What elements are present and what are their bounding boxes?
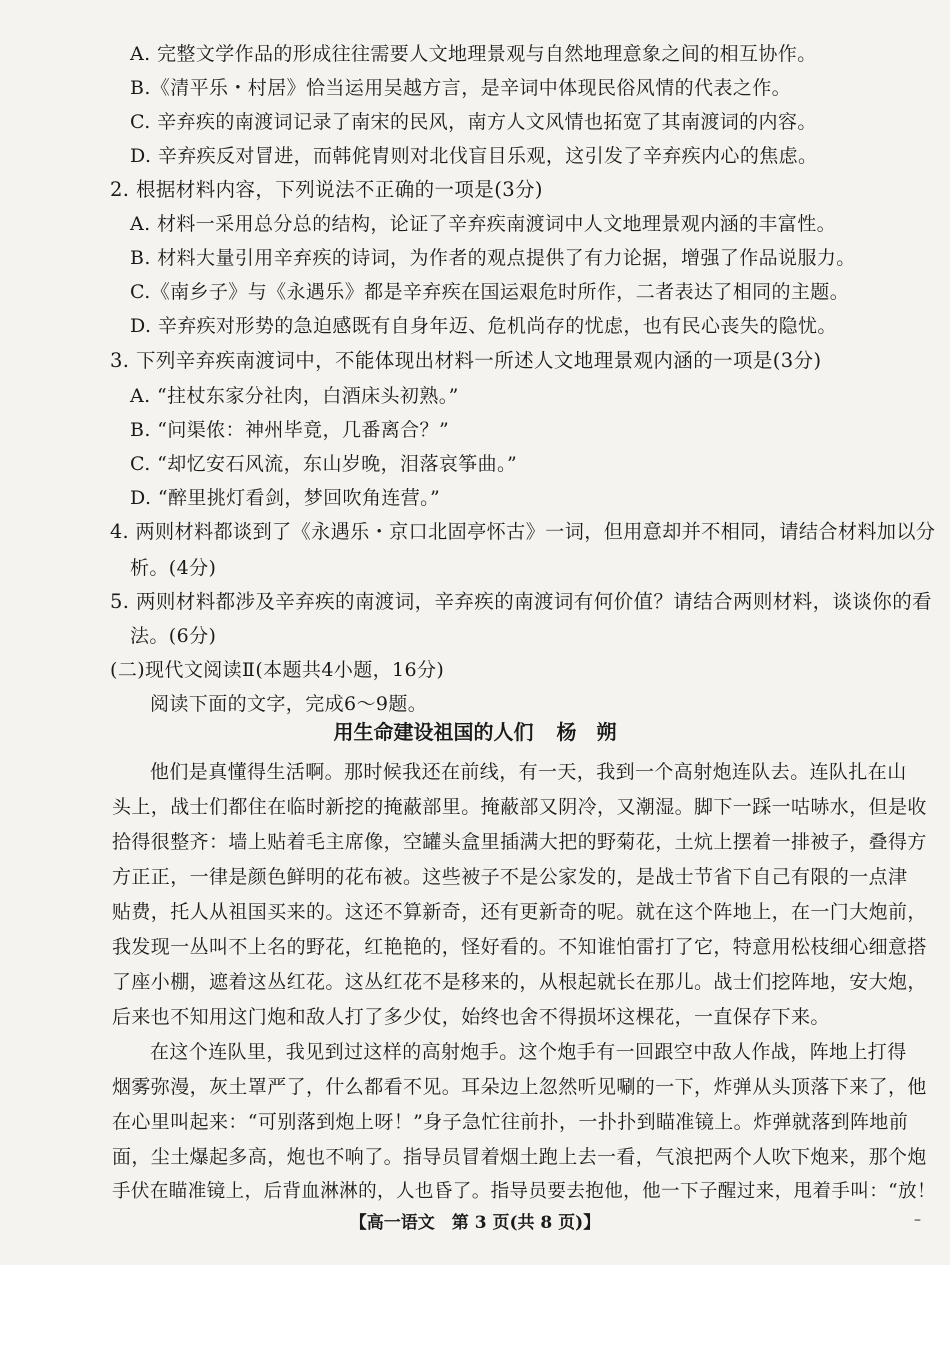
q3-option-c: C. “却忆安石风流，东山岁晚，泪落哀筝曲。” [130, 453, 518, 475]
q3-option-a: A. “拄杖东家分社肉，白酒床头初熟。” [130, 385, 459, 407]
article-p2-line: 在这个连队里，我见到过这样的高射炮手。这个炮手有一回跟空中敌人作战，阵地上打得 [150, 1041, 907, 1063]
article-title: 用生命建设祖国的人们 [333, 720, 534, 744]
q2-option-c: C.《南乡子》与《永遇乐》都是辛弃疾在国运艰危时所作，二者表达了相同的主题。 [130, 281, 850, 303]
article-author: 杨 朔 [556, 720, 617, 744]
article-p1-line: 贴费，托人从祖国买来的。这还不算新奇，还有更新奇的呢。就在这个阵地上，在一门大炮前， [112, 901, 927, 923]
q1-option-d: D. 辛弃疾反对冒进，而韩侂胄则对北伐盲目乐观，这引发了辛弃疾内心的焦虑。 [130, 145, 818, 167]
article-p1-line: 他们是真懂得生活啊。那时候我还在前线，有一天，我到一个高射炮连队去。连队扎在山 [150, 761, 907, 783]
footer-dash: – [914, 1212, 921, 1228]
article-p2-line: 面，尘土爆起多高，炮也不响了。指导员冒着烟土跑上去一看，气浪把两个人吹下炮来，那个炮 [112, 1146, 927, 1168]
q5-line-1: 5. 两则材料都涉及辛弃疾的南渡词，辛弃疾的南渡词有何价值？请结合两则材料，谈谈你的看 [110, 590, 933, 613]
q2-option-a: A. 材料一采用总分总的结构，论证了辛弃疾南渡词中人文地理景观内涵的丰富性。 [130, 213, 837, 235]
q1-option-b: B.《清平乐・村居》恰当运用吴越方言，是辛词中体现民俗风情的代表之作。 [130, 77, 792, 99]
q2-option-b: B. 材料大量引用辛弃疾的诗词，为作者的观点提供了有力论据，增强了作品说服力。 [130, 247, 856, 269]
q3-option-d: D. “醉里挑灯看剑，梦回吹角连营。” [130, 487, 441, 509]
article-p1-line: 头上，战士们都住在临时新挖的掩蔽部里。掩蔽部又阴冷，又潮湿。脚下一踩一咕哧水，但是收 [112, 796, 927, 818]
q1-option-c: C. 辛弃疾的南渡词记录了南宋的民风，南方人文风情也拓宽了其南渡词的内容。 [130, 111, 817, 133]
article-p1-line: 了座小棚，遮着这丛红花。这丛红花不是移来的，从根起就长在那儿。战士们挖阵地，安大炮， [112, 971, 927, 993]
q3-stem: 3. 下列辛弃疾南渡词中，不能体现出材料一所述人文地理景观内涵的一项是(3分) [110, 349, 822, 372]
article-p2-line: 手伏在瞄准镜上，后背血淋淋的，人也昏了。指导员要去抱他，他一下子醒过来，甩着手叫：“放！ [112, 1181, 936, 1202]
page-footer: 【高一语文 第 3 页(共 8 页)】 [349, 1213, 601, 1233]
q2-option-d: D. 辛弃疾对形势的急迫感既有自身年迈、危机尚存的忧虑，也有民心丧失的隐忧。 [130, 315, 837, 337]
article-p1-line: 拾得很整齐：墙上贴着毛主席像，空罐头盒里插满大把的野菊花，土炕上摆着一排被子，叠得方 [112, 831, 927, 853]
q4-line-1: 4. 两则材料都谈到了《永遇乐・京口北固亭怀古》一词，但用意却并不相同，请结合材料加以分 [110, 520, 936, 543]
q3-option-b: B. “问渠侬：神州毕竟，几番离合？” [130, 419, 450, 441]
q1-option-a: A. 完整文学作品的形成往往需要人文地理景观与自然地理意象之间的相互协作。 [130, 43, 817, 65]
article-p1-line: 方正正，一律是颜色鲜明的花布被。这些被子不是公家发的，是战士节省下自己有限的一点津 [112, 866, 908, 888]
article-p2-line: 烟雾弥漫，灰土罩严了，什么都看不见。耳朵边上忽然听见唰的一下，炸弹从头顶落下来了，他 [112, 1076, 927, 1098]
q2-stem: 2. 根据材料内容，下列说法不正确的一项是(3分) [110, 178, 543, 201]
q5-line-2: 法。(6分) [130, 625, 217, 647]
article-title-line [0, 720, 950, 744]
section-heading: (二)现代文阅读Ⅱ(本题共4小题，16分) [110, 659, 445, 681]
q4-line-2: 析。(4分) [130, 557, 217, 579]
article-p2-line: 在心里叫起来：“可别落到炮上呀！”身子急忙往前扑，一扑扑到瞄准镜上。炸弹就落到阵地前 [112, 1111, 909, 1133]
section-instruction: 阅读下面的文字，完成6～9题。 [150, 693, 428, 715]
article-p1-line: 后来也不知用这门炮和敌人打了多少仗，始终也舍不得损坏这棵花，一直保存下来。 [112, 1006, 830, 1028]
article-p1-line: 我发现一丛叫不上名的野花，红艳艳的，怪好看的。不知谁怕雷打了它，特意用松枝细心细意搭 [112, 936, 927, 958]
